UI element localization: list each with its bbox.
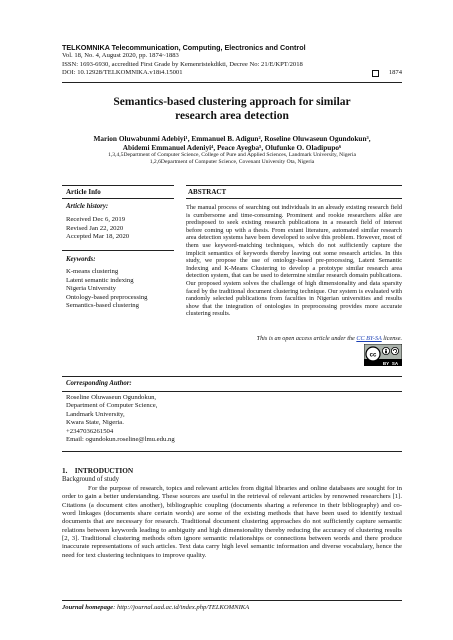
cc-label: cc [369,352,377,359]
affiliation-2: 1,2,6Department of Computer Science, Covenant University Ota, Nigeria [149,159,315,166]
page-footer [62,604,249,611]
abstract-heading: ABSTRACT [188,188,227,196]
oa-suffix: license. [383,335,402,342]
abstract-rule [186,198,402,199]
header-divider [62,82,402,83]
paper-title [62,95,402,123]
footer-divider [62,600,402,601]
keywords-heading: Keywords: [66,256,96,263]
corresponding-rule-bottom [62,451,402,452]
page-number-group [372,69,402,78]
corresponding-details [66,394,266,444]
accepted-date: Accepted Mar 18, 2020 [66,233,130,241]
corresponding-rule [62,391,402,392]
corr-univ: Landmark University, [66,410,125,418]
authors-line-1: Marion Oluwabunmi Adebiyi¹, Emmanuel B. Adigun², Roseline Oluwaseun Ogundokun³, [93,134,371,143]
title-line-1: Semantics-based clustering approach for similar [113,96,351,108]
section-heading-introduction: 1. INTRODUCTION [62,466,134,475]
article-info-heading: Article Info [66,188,101,196]
keyword-item: Latent semantic indexing [66,276,134,284]
corr-phone: +2347036261504 [66,427,114,435]
corr-email[interactable]: Email: ogundokun.roseline@lmu.edu.ng [66,436,175,444]
open-access-note [186,335,402,342]
subsection-heading: Background of study [62,476,120,483]
oa-prefix: This is an open access article under the [256,335,355,342]
sa-label: SA [391,360,399,366]
keyword-item: Semantics-based clustering [66,302,139,310]
square-icon [372,70,379,77]
authors-line-2: Abidemi Emmanuel Adeniyi⁴, Peace Ayegba⁵, Olufunke O. Oladipupo⁶ [122,143,342,152]
introduction-body: For the purpose of research, topics and relevant articles from digital libraries and online databases are sought for in order to gain a better understanding. These sources are useful in the retrieval of relevant articles by renowned researchers [1]. Citations (a document cites another), bibliographic coupling (documents sharing a reference in their bibliography) and co-word linkages (documents share certain words) are some of the existing methods that have been used to identify textual documents that are necessary for research. Traditional document clustering approaches do not sufficiently capture semantic relations between keywords leading to ambiguity and high dimensionality thereby reducing the accuracy of clustering results [2, 3]. Traditional clustering methods often ignore semantic relationships or connections between words and there produce inaccurate representations of such articles. Text data carry high level semantic information and diverse vocabulary, hence the need for text clustering techniques to improve quality. [62,485,402,559]
history-heading: Article history: [66,203,109,210]
title-line-2: research area detection [175,110,289,122]
affiliations [62,152,402,167]
corr-dept: Department of Computer Science, [66,402,158,410]
running-header [62,43,402,78]
keywords-rule [62,250,174,251]
keyword-item: K-means clustering [66,268,119,275]
issn-info: ISSN: 1693-6930, accredited First Grade by Kemenristekdikti, Decree No: 21/E/KPT/2018 [62,60,303,68]
by-label: BY [382,360,390,366]
footer-label: Journal homepage [62,604,114,611]
license-link[interactable]: CC BY-SA [356,335,382,342]
journal-homepage-link[interactable]: : http://journal.uad.ac.id/index.php/TELKOMNIKA [113,604,250,611]
doi-link[interactable]: DOI: 10.12928/TELKOMNIKA.v18i4.15001 [62,69,183,76]
history-dates [66,216,129,242]
page-number: 1874 [388,69,402,76]
volume-info: Vol. 18, No. 4, August 2020, pp. 1874~1883 [62,52,179,59]
author-list [62,134,402,152]
corr-location: Kwara State, Nigeria. [66,419,124,427]
abstract-rule-top [186,185,402,186]
abstract-rule-bottom [62,376,402,377]
keyword-item: Nigeria University [66,285,116,293]
revised-date: Revised Jan 22, 2020 [66,224,124,232]
abstract-text: The manual process of searching out individuals in an already existing research field is cumbersome and time-consuming. Prominent and rookie researchers alike are predisposed to seek existing research publications in a research field of interest before coming up with a thesis. From extant literature, automated similar research area detection systems have been developed to solve this problem. However, most of them use keyword-matching techniques, which do not sufficiently capture the implicit semantics of keywords thereby leaving out some research articles. In this study, we propose the use of ontology-based pre-processing, Latent Semantic Indexing and K-Means Clustering to develop a prototype similar research area detection system, that can be used to determine similar research domain publications. Our proposed system solves the challenge of high dimensionality and data sparsity faced by the traditional document clustering technique. Our system is evaluated with randomly selected publications from faculties in Nigerian universities and results show that the integration of ontologies in preprocessing provides more accurate clustering results. [186,204,402,318]
corresponding-heading: Corresponding Author: [66,380,132,387]
article-info-rule-top [62,185,174,186]
journal-name: TELKOMNIKA Telecommunication, Computing, Electronics and Control [62,43,306,52]
corr-name: Roseline Oluwaseun Ogundokun, [66,394,157,401]
cc-by-sa-badge-icon[interactable] [364,344,402,366]
doi-row [62,69,402,78]
keyword-item: Ontology-based preprocessing [66,293,148,301]
received-date: Received Dec 6, 2019 [66,216,126,223]
keyword-list [66,268,148,311]
article-info-rule [62,198,174,199]
affiliation-1: 1,3,4,5Department of Computer Science, College of Pure and Applied Sciences, Landmark University, Nigeria [108,152,356,158]
